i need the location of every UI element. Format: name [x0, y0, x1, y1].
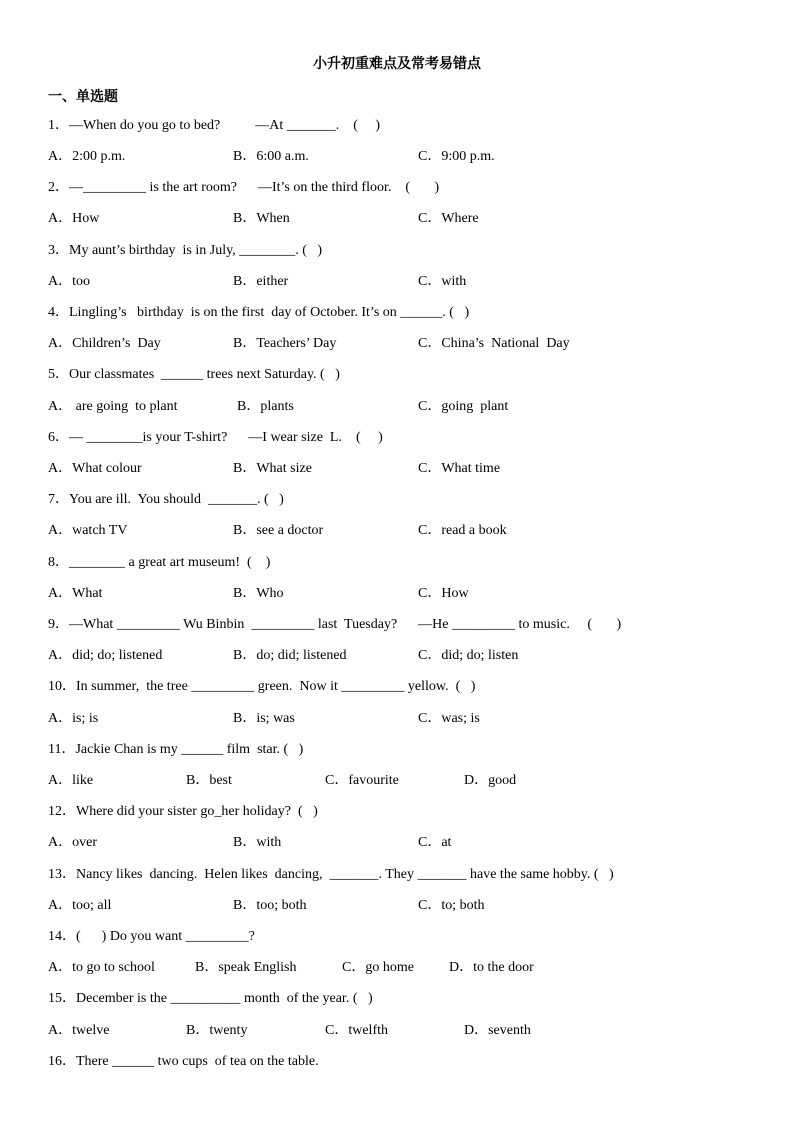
option-11c: C．favourite	[325, 773, 399, 788]
option-6a: A．What colour	[48, 461, 142, 476]
option-2c: C．Where	[418, 211, 479, 226]
option-14c: C．go home	[342, 960, 414, 975]
option-11d: D．good	[464, 773, 517, 788]
option-13a: A．too; all	[48, 898, 112, 913]
option-10b: B．is; was	[233, 711, 295, 726]
option-6c: C．What time	[418, 461, 501, 476]
option-15b: B．twenty	[186, 1023, 248, 1038]
question-16: 16．There ______ two cups of tea on the table.	[48, 1054, 319, 1069]
option-9c: C．did; do; listen	[418, 648, 519, 663]
question-4: 4．Lingling’s birthday is on the first day of October. It’s on ______. ( )	[48, 305, 470, 320]
option-5b: B．plants	[237, 399, 294, 414]
option-11b: B．best	[186, 773, 232, 788]
option-2b: B．When	[233, 211, 290, 226]
question-13: 13．Nancy likes dancing. Helen likes dancing, _______. They _______ have the same hobby. ( )	[48, 867, 614, 882]
option-15c: C．twelfth	[325, 1023, 388, 1038]
option-8c: C．How	[418, 586, 469, 601]
option-3c: C．with	[418, 274, 467, 289]
option-14d: D．to the door	[449, 960, 534, 975]
option-15a: A．twelve	[48, 1023, 110, 1038]
option-1a: A．2:00 p.m.	[48, 149, 126, 164]
option-10a: A．is; is	[48, 711, 99, 726]
option-5a: A． are going to plant	[48, 399, 178, 414]
option-4a: A．Children’s Day	[48, 336, 161, 351]
option-1c: C．9:00 p.m.	[418, 149, 495, 164]
section-heading: 一、单选题	[48, 89, 118, 105]
option-13b: B．too; both	[233, 898, 307, 913]
option-4c: C．China’s National Day	[418, 336, 570, 351]
option-15d: D．seventh	[464, 1023, 531, 1038]
option-9a: A．did; do; listened	[48, 648, 163, 663]
question-15: 15．December is the __________ month of the year. ( )	[48, 991, 373, 1006]
option-10c: C．was; is	[418, 711, 480, 726]
question-6: 6．— ________is your T-shirt? —I wear size L. ( )	[48, 430, 383, 445]
question-10: 10．In summer, the tree _________ green. Now it _________ yellow. ( )	[48, 679, 476, 694]
option-14b: B．speak English	[195, 960, 297, 975]
option-9b: B．do; did; listened	[233, 648, 347, 663]
option-12a: A．over	[48, 835, 97, 850]
option-6b: B．What size	[233, 461, 312, 476]
question-5: 5．Our classmates ______ trees next Saturday. ( )	[48, 367, 340, 382]
option-7a: A．watch TV	[48, 523, 128, 538]
option-8a: A．What	[48, 586, 103, 601]
question-9: 9．—What _________ Wu Binbin _________ last Tuesday? —He _________ to music. ( )	[48, 617, 622, 632]
option-3a: A．too	[48, 274, 90, 289]
option-11a: A．like	[48, 773, 94, 788]
option-7b: B．see a doctor	[233, 523, 324, 538]
question-2: 2．—_________ is the art room? —It’s on the third floor. ( )	[48, 180, 440, 195]
option-12c: C．at	[418, 835, 452, 850]
option-14a: A．to go to school	[48, 960, 155, 975]
question-11: 11．Jackie Chan is my ______ film star. ( )	[48, 742, 304, 757]
option-4b: B．Teachers’ Day	[233, 336, 337, 351]
option-2a: A．How	[48, 211, 100, 226]
question-1: 1．—When do you go to bed? —At _______. ( )	[48, 118, 381, 133]
option-8b: B．Who	[233, 586, 284, 601]
option-3b: B．either	[233, 274, 289, 289]
option-7c: C．read a book	[418, 523, 507, 538]
option-5c: C．going plant	[418, 399, 509, 414]
question-8: 8．________ a great art museum! ( )	[48, 555, 271, 570]
question-12: 12．Where did your sister go_her holiday? ( )	[48, 804, 318, 819]
page-title: 小升初重难点及常考易错点	[313, 56, 481, 72]
question-3: 3．My aunt’s birthday is in July, ________. ( )	[48, 243, 323, 258]
option-1b: B．6:00 a.m.	[233, 149, 309, 164]
option-12b: B．with	[233, 835, 282, 850]
question-7: 7．You are ill. You should _______. ( )	[48, 492, 284, 507]
question-14: 14．( ) Do you want _________?	[48, 929, 255, 944]
option-13c: C．to; both	[418, 898, 485, 913]
